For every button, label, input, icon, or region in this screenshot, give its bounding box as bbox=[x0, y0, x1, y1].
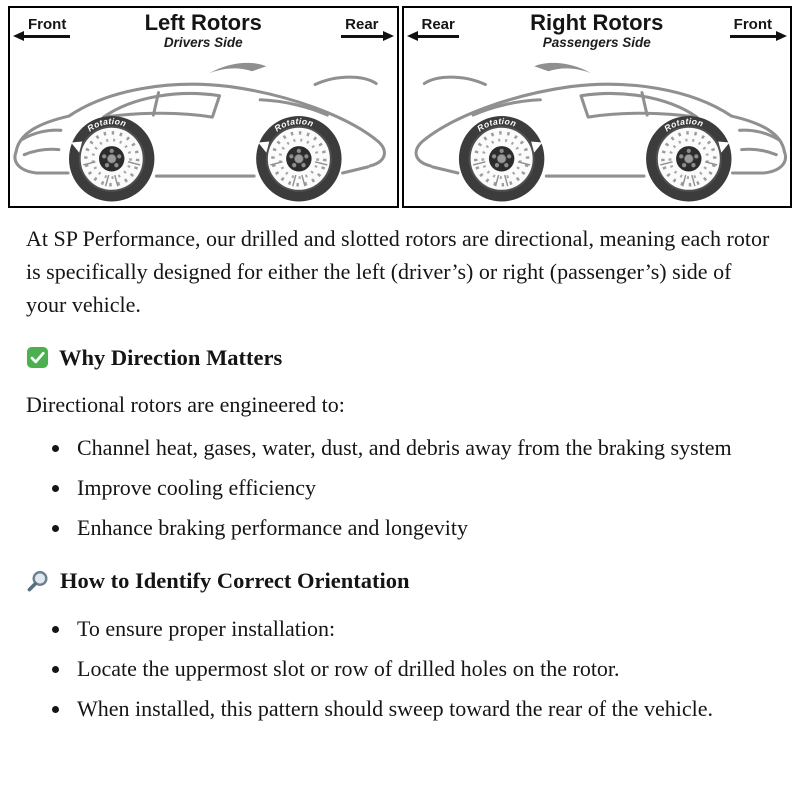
right-arrowhead-icon bbox=[383, 31, 394, 41]
right-rotors-panel bbox=[402, 6, 793, 208]
lead-paragraph: Directional rotors are engineered to: bbox=[26, 392, 345, 418]
intro-paragraph: At SP Performance, our drilled and slotted rotors are directional, meaning each rotor is specifically designed for either the left (driver’s) or right (passenger’s) side of your vehicle. bbox=[26, 225, 770, 317]
left-arrowhead-icon bbox=[13, 31, 24, 41]
orientation-heading bbox=[26, 568, 774, 594]
check-mark-icon bbox=[26, 346, 49, 369]
right-arrowhead-icon bbox=[776, 31, 787, 41]
heading-text: Why Direction Matters bbox=[59, 344, 283, 370]
car-illustration-right bbox=[404, 53, 791, 206]
list-item: • Improve cooling efficiency bbox=[72, 471, 774, 504]
rear-direction-arrow bbox=[418, 17, 459, 38]
rotor-direction-diagram bbox=[8, 6, 792, 208]
front-direction-arrow bbox=[24, 17, 70, 38]
why-direction-list bbox=[26, 431, 774, 544]
page bbox=[0, 6, 800, 806]
direction-label: Rear bbox=[421, 16, 455, 33]
why-direction-heading bbox=[26, 345, 774, 371]
magnifying-glass-icon bbox=[26, 569, 50, 593]
article-body bbox=[0, 208, 800, 726]
rotation-label: Rotation bbox=[272, 116, 315, 134]
rear-direction-arrow bbox=[341, 17, 382, 38]
heading-text: How to Identify Correct Orientation bbox=[60, 568, 410, 594]
panel-title: Left Rotors bbox=[144, 10, 262, 35]
front-direction-arrow bbox=[730, 17, 776, 38]
rear-rotor bbox=[256, 116, 341, 201]
list-item: • Channel heat, gases, water, dust, and debris away from the braking system bbox=[72, 431, 774, 464]
left-rotors-panel bbox=[8, 6, 399, 208]
panel-subtitle: Drivers Side bbox=[163, 35, 243, 50]
list-item: • To ensure proper installation: bbox=[72, 612, 774, 645]
list-item: • Enhance braking performance and longevity bbox=[72, 511, 774, 544]
rotation-label: Rotation bbox=[661, 116, 705, 134]
direction-label: Front bbox=[733, 16, 772, 33]
front-rotor bbox=[69, 116, 154, 201]
direction-label: Front bbox=[28, 16, 67, 33]
orientation-list bbox=[26, 612, 774, 725]
panel-title: Right Rotors bbox=[530, 10, 664, 35]
rotation-label: Rotation bbox=[474, 116, 518, 134]
list-item: • Locate the uppermost slot or row of drilled holes on the rotor. bbox=[72, 652, 774, 685]
rotation-label: Rotation bbox=[85, 116, 128, 134]
panel-subtitle: Passengers Side bbox=[542, 35, 651, 50]
car-illustration-left bbox=[10, 53, 397, 206]
list-item: • When installed, this pattern should sweep toward the rear of the vehicle. bbox=[72, 692, 774, 725]
direction-label: Rear bbox=[345, 16, 379, 33]
left-arrowhead-icon bbox=[407, 31, 418, 41]
